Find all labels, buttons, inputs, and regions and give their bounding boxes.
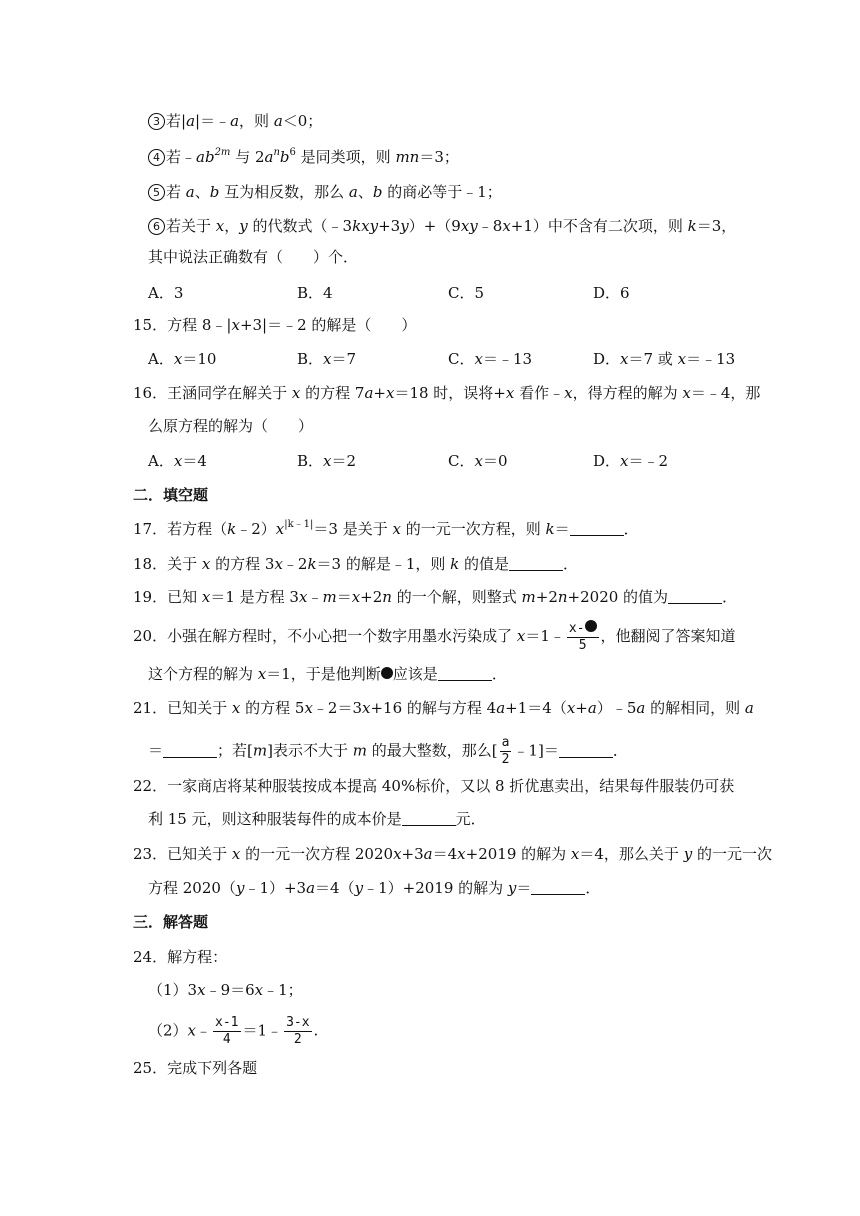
answer-blank[interactable] bbox=[668, 589, 722, 604]
question-25: 25．完成下列各题 bbox=[133, 1059, 258, 1077]
option-d: D．6 bbox=[593, 284, 630, 302]
question-21: 21．已知关于 x 的方程 5x﹣2＝3x+16 的解与方程 4a+1＝4（x+a）﹣5a 的解相同，则 a bbox=[133, 699, 754, 717]
question-24-part-1: （1）3x﹣9＝6x﹣1； bbox=[148, 981, 303, 999]
question-20-line-2: 这个方程的解为 x＝1，于是他判断 应该是 ． bbox=[148, 665, 507, 683]
question-20: 20．小强在解方程时，不小心把一个数字用墨水污染成了 x＝1﹣ $\frac{x-}{5}$ ，他翻阅了答案知道 bbox=[133, 621, 736, 653]
answer-blank[interactable] bbox=[163, 743, 217, 758]
answer-blank[interactable] bbox=[438, 666, 492, 681]
option-d: D．x＝﹣2 bbox=[593, 452, 669, 470]
q16-line-2: 么原方程的解为（ ） bbox=[148, 417, 314, 435]
circled-number: 5 bbox=[148, 184, 165, 201]
answer-blank[interactable] bbox=[531, 880, 585, 895]
question-19: 19．已知 x＝1 是方程 3x﹣m＝x+2n 的一个解，则整式 m+2n+2020 的值为 ． bbox=[133, 588, 738, 606]
question-21-line-2: ＝ ；若[m]表示不大于 m 的最大整数，那么[ $\frac{a}{2}$ ﹣1]＝ ． bbox=[148, 735, 628, 767]
option-b: B．x＝2 bbox=[297, 452, 357, 470]
fraction: $\frac{a}{2}$ bbox=[501, 735, 510, 767]
option-c: C．x＝0 bbox=[448, 452, 508, 470]
question-17: 17．若方程$(k﹣2)x^{|k﹣1|}=3$ 是关于 x 的一元一次方程，则 k＝ ． bbox=[133, 519, 639, 538]
ink-blot-icon bbox=[585, 620, 597, 632]
question-23-line-2: 方程 2020（y﹣1）+3a＝4（y﹣1）+2019 的解为 y＝ ． bbox=[148, 879, 601, 897]
answer-blank[interactable] bbox=[509, 556, 563, 571]
option-b: B．4 bbox=[297, 284, 333, 302]
answer-blank[interactable] bbox=[570, 521, 624, 536]
option-a: A．x＝4 bbox=[148, 452, 207, 470]
question-18: 18．关于 x 的方程 3x﹣2k＝3 的解是﹣1，则 k 的值是 ． bbox=[133, 555, 579, 573]
circled-number: 3 bbox=[148, 113, 165, 130]
q14-tail: 其中说法正确数有（ ）个． bbox=[148, 248, 359, 266]
question-23: 23．已知关于 x 的一元一次方程 2020x+3a＝4x+2019 的解为 x＝4，那么关于 y 的一元一次 bbox=[133, 845, 772, 863]
q14-item-4: 4 若$﹣ab^{2m}$ 与 $2a^nb^6$ 是同类项，则 mn＝3； bbox=[148, 146, 459, 168]
circled-number: 4 bbox=[148, 149, 165, 166]
option-a: A．3 bbox=[148, 284, 184, 302]
fraction: $\frac{x-}{5}$ bbox=[567, 620, 599, 654]
fraction: $\frac{x-1}{4}$ bbox=[215, 1015, 239, 1047]
question-22: 22．一家商店将某种服装按成本提高 40%标价，又以 8 折优惠卖出，结果每件服装仍可获 bbox=[133, 777, 735, 795]
fraction: $\frac{3-x}{2}$ bbox=[286, 1015, 310, 1047]
option-a: A．x＝10 bbox=[148, 350, 217, 368]
q14-item-6: 6 若关于 x，y 的代数式（﹣3kxy+3y）+（9xy﹣8x+1）中不含有二次项，则 k＝3， bbox=[148, 215, 736, 237]
question-16: 16．王涵同学在解关于 x 的方程 7a+x＝18 时，误将+x 看作﹣x，得方程的解为 x＝﹣4，那 bbox=[133, 384, 761, 402]
option-c: C．5 bbox=[448, 284, 485, 302]
question-24: 24．解方程： bbox=[133, 948, 228, 966]
section-heading-fill-in: 二．填空题 bbox=[133, 486, 209, 504]
answer-blank[interactable] bbox=[559, 743, 613, 758]
option-d: D．x＝7 或 x＝﹣13 bbox=[593, 350, 736, 368]
option-b: B．x＝7 bbox=[297, 350, 357, 368]
question-22-line-2: 利 15 元，则这种服装每件的成本价是 元． bbox=[148, 810, 486, 828]
section-heading-solve: 三．解答题 bbox=[133, 913, 209, 931]
ink-blot-icon bbox=[381, 667, 393, 679]
q14-item-5: 5 若 a、b 互为相反数，那么 a、b 的商必等于﹣1； bbox=[148, 181, 502, 203]
q14-item-3: 3 若|a|＝﹣a，则 a＜0； bbox=[148, 110, 322, 132]
option-c: C．x＝﹣13 bbox=[448, 350, 533, 368]
answer-blank[interactable] bbox=[402, 811, 456, 826]
question-24-part-2: （2）x﹣ $\frac{x-1}{4}$ ＝1﹣ $\frac{3-x}{2}$ . bbox=[148, 1015, 319, 1047]
circled-number: 6 bbox=[148, 218, 165, 235]
question-15: 15．方程 8﹣|x+3|＝﹣2 的解是（ ） bbox=[133, 316, 417, 334]
